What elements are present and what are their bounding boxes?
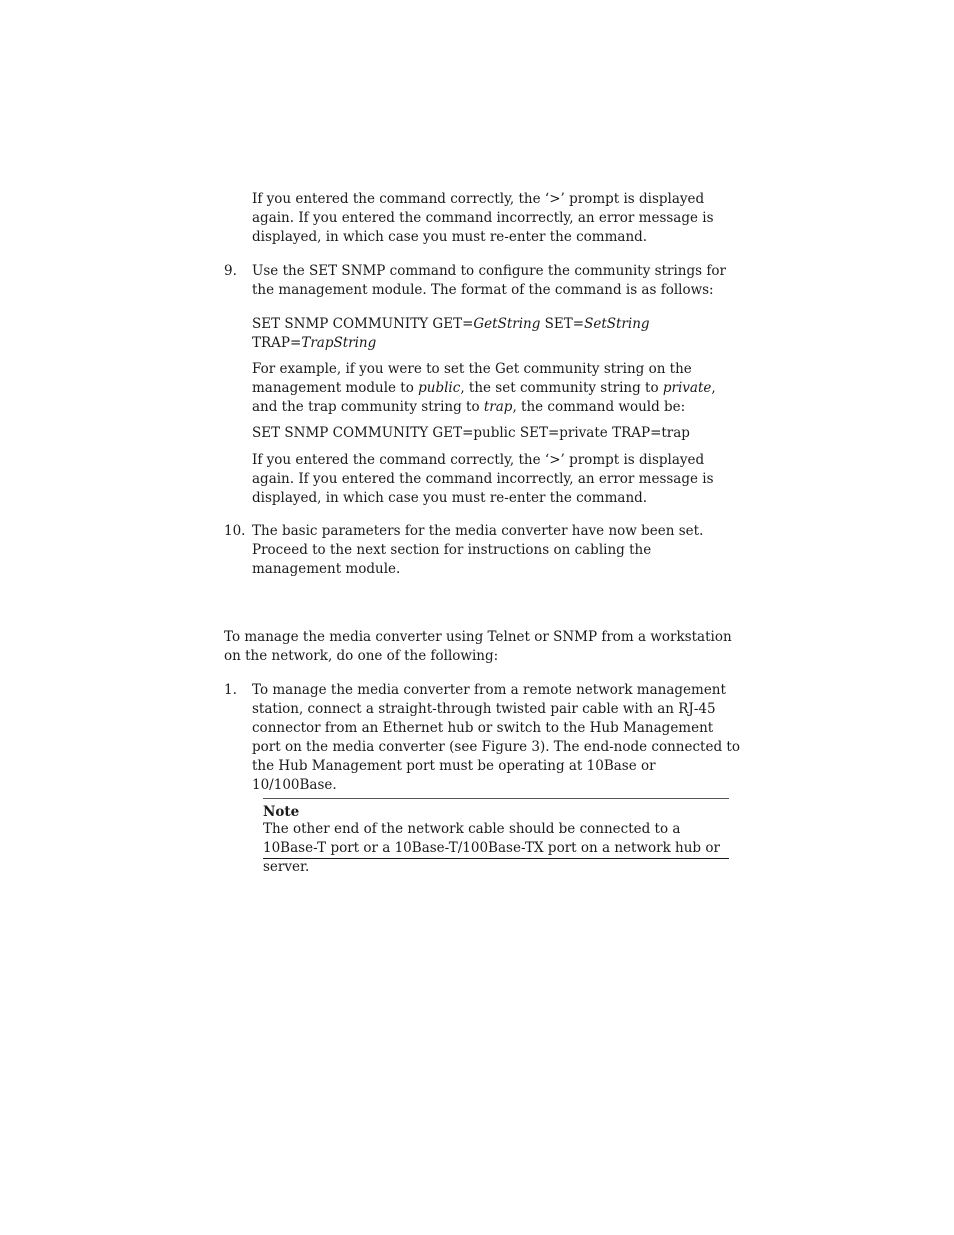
- step10-paragraph: The basic parameters for the media converter have now been set. Proceed to the next section for instructions on cabling the management module.: [252, 523, 704, 577]
- cabling-item1-paragraph: To manage the media converter from a remote network management station, connect a straight-through twisted pair cable with an RJ-45 connector from an Ethernet hub or switch to the Hub Management port on the media converter (see Figure 3). The end-node connected to the Hub Management port must be operating at 10Base or 10/100Base.: [252, 682, 740, 793]
- example-command: SET SNMP COMMUNITY GET=public SET=private TRAP=trap: [252, 425, 690, 441]
- format-part: TRAP=: [252, 335, 302, 351]
- step8-result-paragraph: If you entered the command correctly, the ‘>’ prompt is displayed again. If you entered the command incorrectly, an error message is displayed, in which case you must re-enter the command.: [252, 191, 714, 245]
- example-value-private: private: [662, 380, 712, 396]
- example-text: , the command would be:: [512, 399, 686, 415]
- step10-number: 10.: [224, 523, 246, 539]
- example-paragraph: [252, 360, 742, 417]
- format-part: SET=: [540, 316, 585, 332]
- step9-result-paragraph: If you entered the command correctly, the ‘>’ prompt is displayed again. If you entered the command incorrectly, an error message is displayed, in which case you must re-enter the command.: [252, 452, 714, 506]
- step9-number: 9.: [224, 263, 237, 279]
- note-title: Note: [263, 804, 300, 820]
- format-part: SET SNMP COMMUNITY GET=: [252, 316, 474, 332]
- format-placeholder-get: GetString: [473, 316, 541, 332]
- example-value-trap: trap: [483, 399, 513, 415]
- example-value-public: public: [418, 380, 461, 396]
- step9-paragraph: Use the SET SNMP command to configure the community strings for the management module. The format of the command is as follows:: [252, 263, 726, 298]
- cabling-intro-paragraph: To manage the media converter using Telnet or SNMP from a workstation on the network, do one of the following:: [224, 629, 732, 664]
- command-format: [252, 315, 742, 353]
- format-placeholder-set: SetString: [584, 316, 650, 332]
- example-text: For example, if you were to set the Get community string on the management module to: [252, 361, 692, 396]
- example-text: , the set community string to: [460, 380, 663, 396]
- format-placeholder-trap: TrapString: [301, 335, 377, 351]
- note-box: [263, 798, 729, 875]
- note-text: The other end of the network cable should be connected to a 10Base-T port or a 10Base-T/100Base-TX port on a network hub or server.: [263, 821, 720, 875]
- cabling-item1-number: 1.: [224, 682, 237, 698]
- example-text: , and the trap community string to: [252, 380, 716, 415]
